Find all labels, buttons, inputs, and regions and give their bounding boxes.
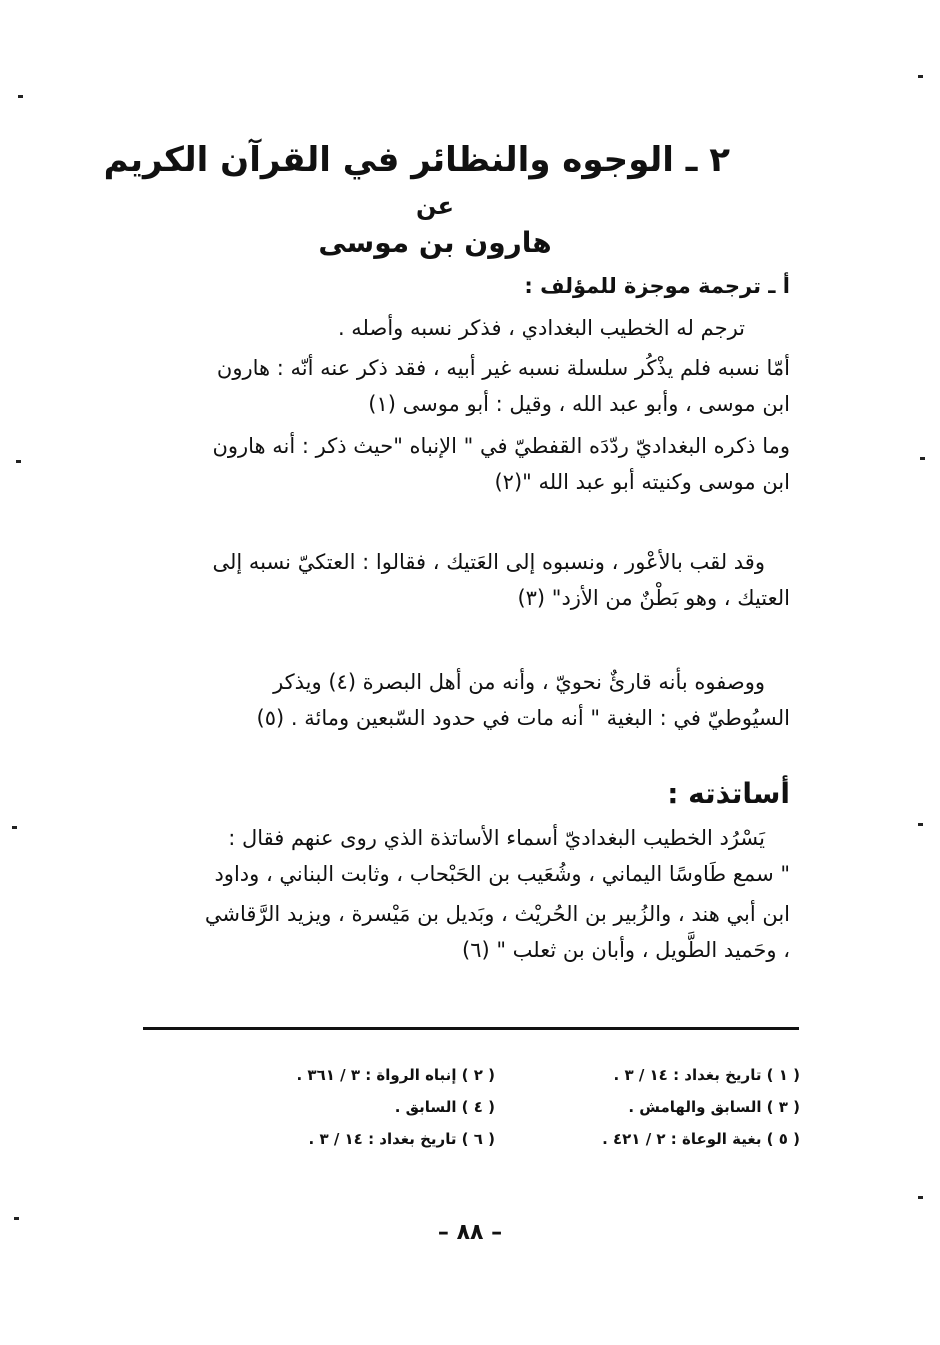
- title-by: عن: [416, 192, 454, 220]
- teachers-line: ابن أبي هند ، والزُبير بن الحُريْث ، وبَديل بن مَيْسرة ، ويزيد الرَّقاشي: [204, 902, 790, 926]
- scan-mark: [918, 823, 923, 826]
- footnote: ( ٢ ) إنباه الرواة : ٣ / ٣٦١ .: [296, 1066, 495, 1084]
- footnote: ( ١ ) تاريخ بغداد : ١٤ / ٣ .: [613, 1066, 800, 1084]
- scan-mark: [18, 95, 23, 98]
- teachers-heading: أساتذته :: [667, 777, 790, 810]
- body-line: السيُوطيّ في : البغية " أنه مات في حدود السّبعين ومائة . (٥): [256, 706, 790, 730]
- teachers-line: يَسْرُد الخطيب البغداديّ أسماء الأساتذة الذي روى عنهم فقال :: [228, 826, 765, 850]
- footnote: ( ٤ ) السابق .: [394, 1098, 495, 1116]
- scan-mark: [918, 1196, 923, 1199]
- body-line: ابن موسى وكنيته أبو عبد الله "(٢): [494, 470, 790, 494]
- section-heading-biography: أ ـ ترجمة موجزة للمؤلف :: [524, 274, 790, 298]
- footnote: ( ٥ ) بغية الوعاة : ٢ / ٤٢١ .: [602, 1130, 800, 1148]
- body-line: أمّا نسبه فلم يذْكُر سلسلة نسبه غير أبيه ، فقد ذكر عنه أنّه : هارون: [216, 356, 790, 380]
- body-line: وما ذكره البغداديّ ردّدَه القفطيّ في " الإنباه "حيث ذكر : أنه هارون: [212, 434, 790, 458]
- teachers-line: " سمع طَاوسًا اليماني ، وشُعَيب بن الحَبْحاب ، وثابت البناني ، وداود: [214, 862, 790, 886]
- scan-mark: [918, 75, 923, 78]
- scan-mark: [12, 826, 17, 829]
- scan-mark: [16, 460, 21, 463]
- scan-mark: [920, 457, 925, 460]
- teachers-line: ، وحَميد الطَّويل ، وأبان بن ثعلب " (٦): [462, 938, 790, 962]
- body-line: ترجم له الخطيب البغدادي ، فذكر نسبه وأصله .: [337, 316, 745, 340]
- body-line: ووصفوه بأنه قارئٌ نحويّ ، وأنه من أهل البصرة (٤) ويذكر: [273, 670, 765, 694]
- body-line: وقد لقب بالأعْور ، ونسبوه إلى العَتيك ، فقالوا : العتكيّ نسبه إلى: [212, 550, 765, 574]
- page-number: – ٨٨ –: [437, 1220, 503, 1245]
- footnote: ( ٦ ) تاريخ بغداد : ١٤ / ٣ .: [308, 1130, 495, 1148]
- title-author: هارون بن موسى: [318, 226, 552, 259]
- body-line: العتيك ، وهو بَطْنٌ من الأزد" (٣): [517, 586, 790, 610]
- footnote-divider: [143, 1027, 799, 1030]
- page-title: ٢ ـ الوجوه والنظائر في القرآن الكريم: [103, 140, 730, 180]
- scan-mark: [14, 1217, 19, 1220]
- body-line: ابن موسى ، وأبو عبد الله ، وقيل : أبو موسى (١): [368, 392, 790, 416]
- footnote: ( ٣ ) السابق والهامش .: [628, 1098, 800, 1116]
